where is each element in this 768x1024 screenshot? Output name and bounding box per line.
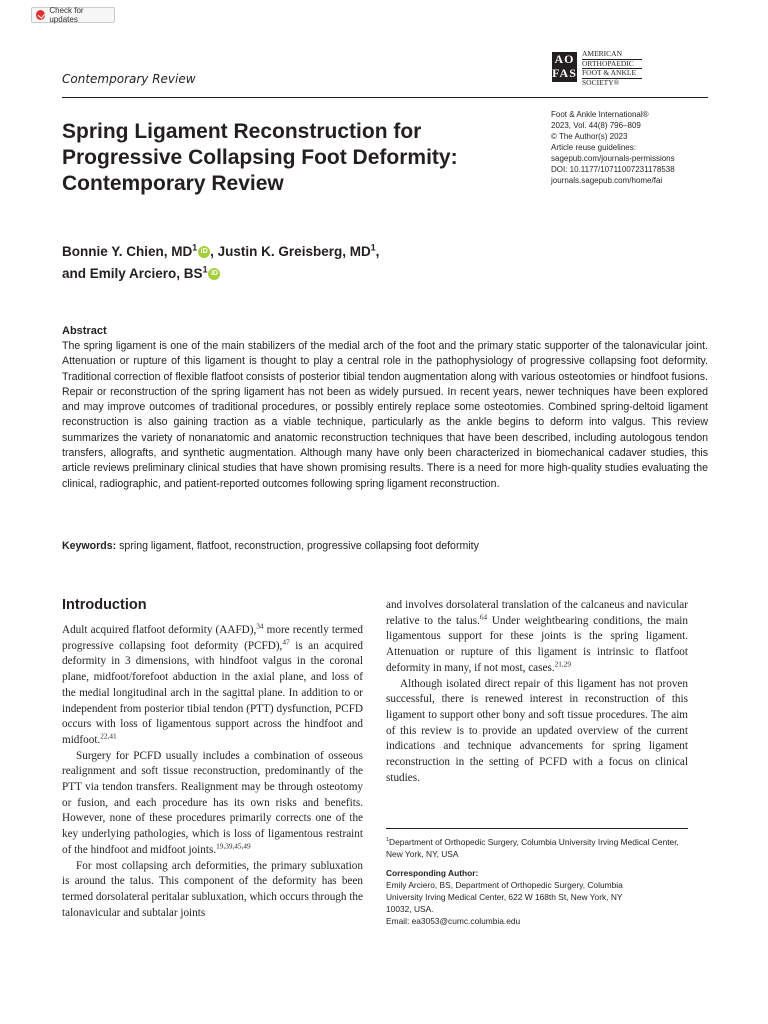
journal-volume: 2023, Vol. 44(8) 796–809 xyxy=(551,121,641,130)
paragraph xyxy=(62,623,363,749)
section-label: Contemporary Review xyxy=(62,72,196,86)
logo-letters-bottom: FAS xyxy=(552,66,577,80)
copyright: © The Author(s) 2023 xyxy=(551,132,628,141)
footnotes xyxy=(386,836,696,927)
text-run: For most collapsing arch deformities, the primary subluxation is around the talus. This component of the deformity has been termed dorsolateral peritalar subluxation, which occurs through the talonavicular and subtalar joints xyxy=(62,859,363,919)
article-title: Spring Ligament Reconstruction for Progressive Collapsing Foot Deformity: Contemporary Review xyxy=(62,120,458,195)
society-line: ORTHOPAEDIC xyxy=(582,60,642,70)
journal-info xyxy=(551,109,721,186)
corresponding-line: Emily Arciero, BS, Department of Orthopedic Surgery, Columbia xyxy=(386,880,623,890)
corresponding-heading: Corresponding Author: xyxy=(386,868,479,878)
text-run: and involves dorsolateral translation of the calcaneus and navicular relative to the talus. xyxy=(386,599,688,627)
text-run: Adult acquired flatfoot deformity (AAFD), xyxy=(62,624,257,636)
orcid-icon[interactable]: iD xyxy=(208,268,220,280)
journal-name: Foot & Ankle International® xyxy=(551,110,649,119)
check-for-updates-badge[interactable] xyxy=(31,7,115,23)
corresponding-email[interactable]: Email: ea3053@cumc.columbia.edu xyxy=(386,916,521,926)
citation[interactable]: 64 xyxy=(479,612,488,621)
affiliation-footnote xyxy=(386,836,696,860)
keywords xyxy=(62,540,708,552)
citation[interactable]: 21,29 xyxy=(554,660,571,669)
corresponding-line: 10032, USA. xyxy=(386,904,434,914)
reuse-label: Article reuse guidelines: xyxy=(551,143,636,152)
author-name[interactable]: Justin K. Greisberg, MD xyxy=(217,244,371,259)
logo-letters-top: AO xyxy=(554,52,575,66)
author-separator: , xyxy=(210,244,218,259)
affiliation-mark: 1 xyxy=(192,242,198,253)
author-list xyxy=(62,241,482,285)
check-updates-icon xyxy=(36,10,45,20)
paragraph xyxy=(62,749,363,859)
citation[interactable]: 22,41 xyxy=(100,732,117,741)
corresponding-line: University Irving Medical Center, 622 W 168th St, New York, NY xyxy=(386,892,623,902)
abstract-text: The spring ligament is one of the main stabilizers of the medial arch of the foot and the primary static supporter of the talonavicular joint. Attenuation or rupture of this ligament is thought to play a central role in the pathophysiology of progressive collapsing foot deformity. Traditional correction of flexible flatfoot consists of posterior tibial tendon augmentation along with various osteotomies or hindfoot fusions. Repair or reconstruction of the spring ligament has not been as widely pursued. In recent years, newer techniques have been explored and may improve outcomes of traditional procedures, or possibly entirely replace some osteotomies. Combined spring-deltoid ligament reconstruction is also gaining traction as a viable technique, particularly as the ankle begins to deform into valgus. This review summarizes the variety of nonanatomic and anatomic reconstruction techniques that have been described, including autologous tendon transfers, allografts, and synthetic augmentation. Although many have only been characterized in biomechanical cadaver studies, this article reviews preliminary clinical studies that have shown promising results. There is a need for more high-quality studies evaluating the clinical, radiographic, and patient-reported outcomes following spring ligament reconstruction. xyxy=(62,340,708,490)
society-name xyxy=(582,50,642,87)
keywords-label: Keywords: xyxy=(62,540,117,552)
text-run: more recently termed progressive collapsing foot deformity (PCFD), xyxy=(62,624,363,652)
paragraph xyxy=(386,677,688,787)
keywords-text: spring ligament, flatfoot, reconstruction, progressive collapsing foot deformity xyxy=(119,540,479,552)
body-column-right xyxy=(386,598,688,786)
society-line: FOOT & ANKLE xyxy=(582,69,642,79)
permissions-link[interactable]: sagepub.com/journals-permissions xyxy=(551,154,675,163)
header-rule xyxy=(62,97,708,98)
citation[interactable]: 47 xyxy=(282,637,290,646)
author-name[interactable]: Bonnie Y. Chien, MD xyxy=(62,244,193,259)
affiliation-mark: 1 xyxy=(386,837,390,844)
author-separator: , xyxy=(375,244,380,259)
doi[interactable]: DOI: 10.1177/10711007231178538 xyxy=(551,165,675,174)
society-line: SOCIETY® xyxy=(582,77,620,87)
body-column-left xyxy=(62,623,363,921)
citation[interactable]: 34 xyxy=(256,622,264,631)
author-and: and xyxy=(62,266,90,281)
affiliation-mark: 1 xyxy=(370,242,376,253)
orcid-icon[interactable]: iD xyxy=(198,246,210,258)
check-for-updates-label: Check for updates xyxy=(49,6,84,24)
paragraph xyxy=(386,598,688,677)
text-run: is an acquired deformity in 3 dimensions, with hindfoot valgus in the coronal plane, midfoot/forefoot abduction in the axial plane, and loss of the medial longitudinal arch in the sagittal plane. In addition to or independent from posterior tibial tendon (PTT) dysfunction, PCFD occurs with loss of ligamentous support across the hindfoot and midfoot. xyxy=(62,639,363,746)
citation[interactable]: 19,39,45,49 xyxy=(216,842,251,851)
footnote-rule xyxy=(386,828,688,829)
text-run: Although isolated direct repair of this ligament has not proven successful, there is renewed interest in reconstruction of this ligament to support other bony and soft tissue procedures. The aim of this review is to provide an updated overview of the current indications and technique advancements for spring ligament reconstruction in the setting of PCFD with a focus on clinical studies. xyxy=(386,677,688,784)
society-line: AMERICAN xyxy=(582,50,642,60)
aofas-logo xyxy=(552,52,577,82)
text-run: Under weightbearing conditions, the main ligamentous support for these joints is the spring ligament. Attenuation or rupture of this ligament is intrinsic to flatfoot deformity in many, if not most, cases. xyxy=(386,614,688,674)
text-run: Surgery for PCFD usually includes a combination of osseous realignment and soft tissue reconstruction, predominantly of the PTT via tendon transfers. Realignment may be through osteotomy or fusion, and each procedure has its own risks and benefits. However, none of these procedures primarily corrects one of the key underlying pathologies, which is loss of ligamentous restraint of the hindfoot and midfoot joints. xyxy=(62,749,363,856)
journal-home-link[interactable]: journals.sagepub.com/home/fai xyxy=(551,176,663,185)
paragraph xyxy=(62,859,363,922)
affiliation-text: Department of Orthopedic Surgery, Columbia University Irving Medical Center, New York, NY, USA xyxy=(386,837,679,859)
introduction-heading: Introduction xyxy=(62,597,147,613)
author-name[interactable]: Emily Arciero, BS xyxy=(89,266,203,281)
affiliation-mark: 1 xyxy=(202,264,208,275)
abstract-heading: Abstract xyxy=(62,325,107,337)
